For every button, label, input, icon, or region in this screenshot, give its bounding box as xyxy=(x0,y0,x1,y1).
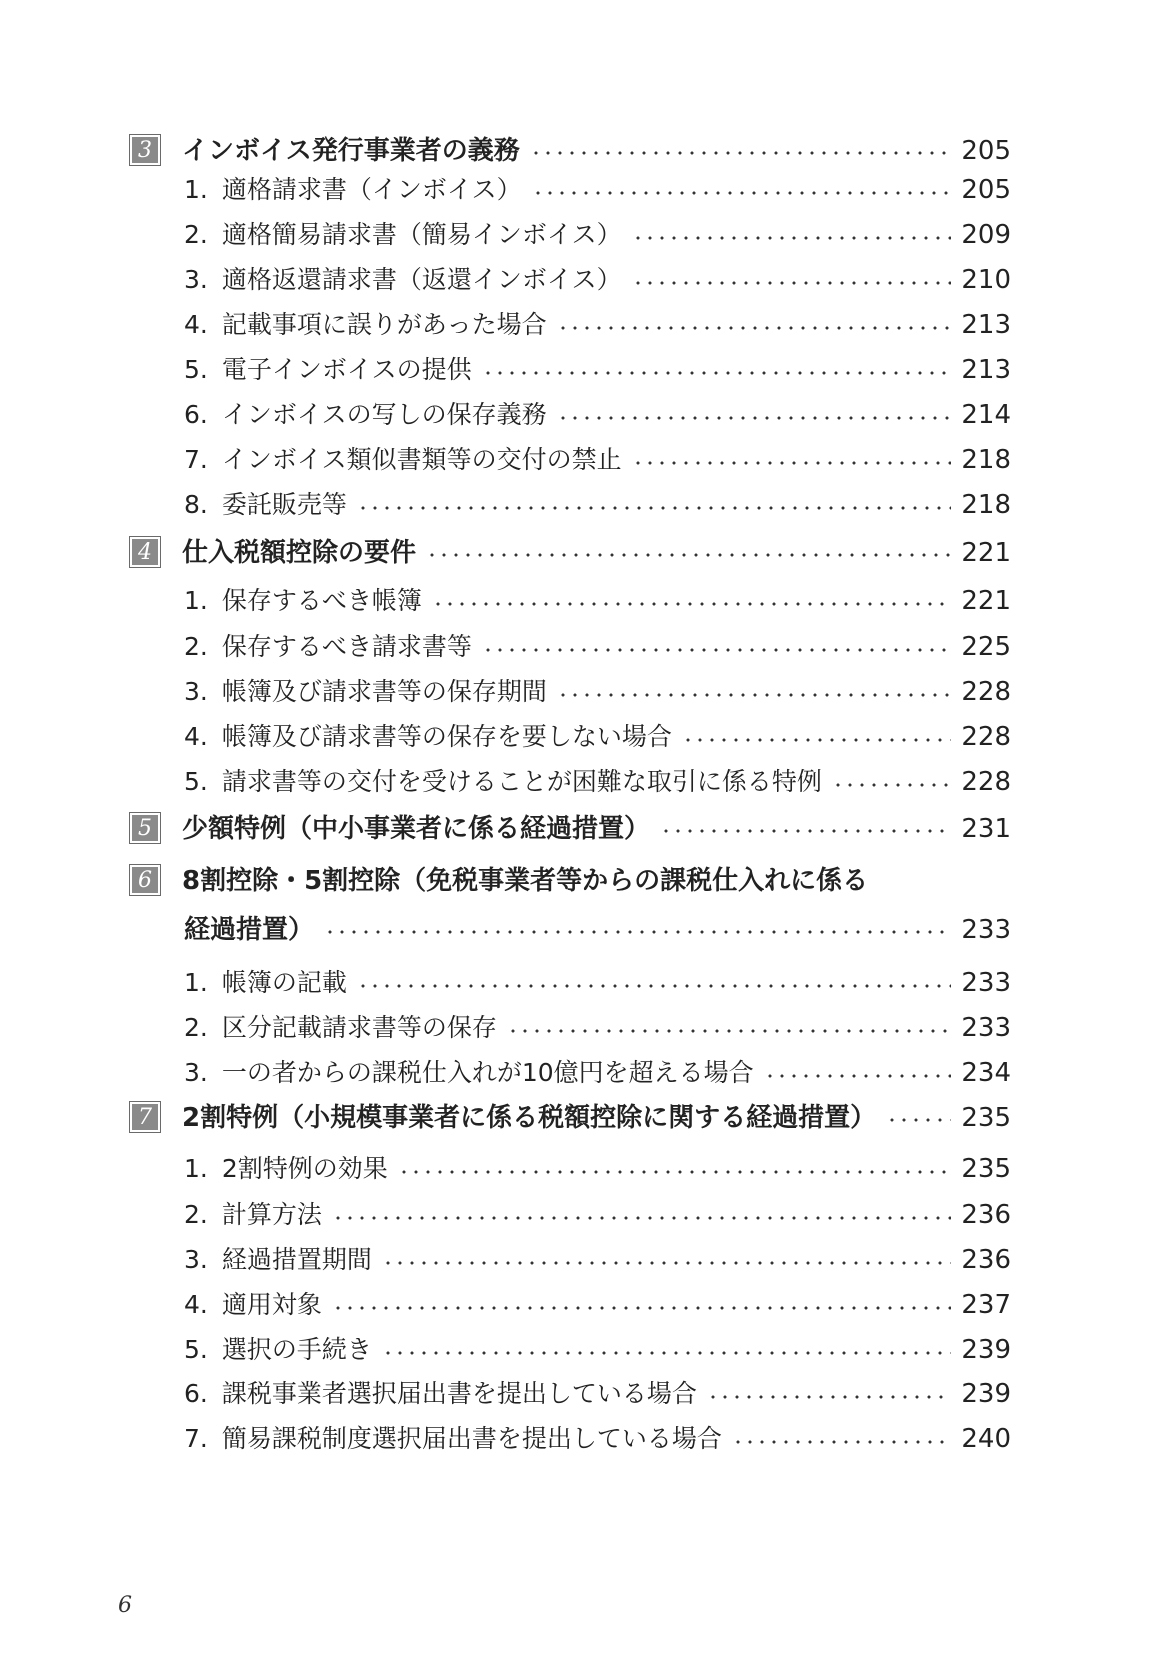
dot-leader xyxy=(324,930,951,934)
dot-leader xyxy=(426,553,951,557)
entry-page-number: 239 xyxy=(961,1379,1011,1409)
section-page-number: 233 xyxy=(961,915,1011,945)
dot-leader xyxy=(382,1261,951,1265)
section-badge: 5 xyxy=(130,813,160,843)
entry-number: 5. xyxy=(184,355,208,384)
dot-leader xyxy=(632,236,952,240)
entry-page-number: 228 xyxy=(961,722,1011,752)
dot-leader xyxy=(732,1440,951,1444)
entry-number: 5. xyxy=(184,1335,208,1364)
toc-section-row[interactable] xyxy=(130,1097,1011,1137)
page-number: 6 xyxy=(118,1593,132,1618)
toc-section-row[interactable] xyxy=(130,130,1011,170)
entry-title: 選択の手続き xyxy=(221,1335,372,1364)
dot-leader xyxy=(507,1029,951,1033)
entry-number: 8. xyxy=(184,490,208,519)
toc-entry-row[interactable] xyxy=(184,1053,1011,1093)
entry-title: 請求書等の交付を受けることが困難な取引に係る特例 xyxy=(221,767,822,796)
entry-page-number: 213 xyxy=(961,310,1011,340)
entry-title: 帳簿の記載 xyxy=(221,968,347,997)
toc-section-row[interactable] xyxy=(130,808,1011,848)
entry-number: 3. xyxy=(184,265,208,294)
entry-title: 一の者からの課税仕入れが10億円を超える場合 xyxy=(221,1058,754,1087)
entry-number: 2. xyxy=(184,632,208,661)
section-title-continued: 経過措置） xyxy=(184,915,315,945)
entry-page-number: 234 xyxy=(961,1058,1011,1088)
entry-title: 適格簡易請求書（簡易インボイス） xyxy=(221,220,622,249)
entry-page-number: 225 xyxy=(961,632,1011,662)
entry-title: 帳簿及び請求書等の保存期間 xyxy=(221,677,547,706)
toc-section-row[interactable] xyxy=(130,860,1011,900)
entry-number: 2. xyxy=(184,220,208,249)
entry-page-number: 228 xyxy=(961,677,1011,707)
toc-section-row-continued[interactable] xyxy=(184,909,1011,949)
entry-page-number: 233 xyxy=(961,968,1011,998)
toc-entry-row[interactable] xyxy=(184,1195,1011,1235)
dot-leader xyxy=(557,416,952,420)
entry-title: 区分記載請求書等の保存 xyxy=(221,1013,497,1042)
dot-leader xyxy=(632,281,952,285)
dot-leader xyxy=(398,1170,952,1174)
entry-page-number: 239 xyxy=(961,1335,1011,1365)
section-page-number: 221 xyxy=(961,538,1011,568)
dot-leader xyxy=(357,984,951,988)
dot-leader xyxy=(332,1306,951,1310)
toc-entry-row[interactable] xyxy=(184,260,1011,300)
toc-entry-row[interactable] xyxy=(184,672,1011,712)
entry-title: 簡易課税制度選択届出書を提出している場合 xyxy=(221,1424,722,1453)
entry-page-number: 235 xyxy=(961,1154,1011,1184)
section-badge: 3 xyxy=(130,135,160,165)
toc-entry-row[interactable] xyxy=(184,1149,1011,1189)
entry-number: 3. xyxy=(184,1245,208,1274)
entry-title: 2割特例の効果 xyxy=(221,1154,388,1183)
section-title: 仕入税額控除の要件 xyxy=(182,538,417,568)
entry-number: 5. xyxy=(184,767,208,796)
entry-page-number: 236 xyxy=(961,1245,1011,1275)
entry-page-number: 209 xyxy=(961,220,1011,250)
section-page-number: 205 xyxy=(961,136,1011,166)
dot-leader xyxy=(482,371,952,375)
dot-leader xyxy=(557,326,952,330)
section-page-number: 231 xyxy=(961,814,1011,844)
toc-entry-row[interactable] xyxy=(184,305,1011,345)
entry-title: 課税事業者選択届出書を提出している場合 xyxy=(221,1379,697,1408)
dot-leader xyxy=(382,1351,951,1355)
entry-number: 4. xyxy=(184,310,208,339)
entry-number: 3. xyxy=(184,677,208,706)
entry-title: 記載事項に誤りがあった場合 xyxy=(221,310,547,339)
entry-title: 計算方法 xyxy=(221,1200,322,1229)
entry-number: 4. xyxy=(184,722,208,751)
toc-entry-row[interactable] xyxy=(184,1374,1011,1414)
toc-entry-row[interactable] xyxy=(184,963,1011,1003)
entry-page-number: 218 xyxy=(961,490,1011,520)
toc-entry-row[interactable] xyxy=(184,485,1011,525)
toc-entry-row[interactable] xyxy=(184,1330,1011,1370)
entry-title: 帳簿及び請求書等の保存を要しない場合 xyxy=(221,722,672,751)
entry-page-number: 221 xyxy=(961,586,1011,616)
entry-number: 1. xyxy=(184,175,208,204)
dot-leader xyxy=(357,506,951,510)
entry-number: 1. xyxy=(184,586,208,615)
entry-page-number: 237 xyxy=(961,1290,1011,1320)
dot-leader xyxy=(530,151,952,155)
entry-page-number: 210 xyxy=(961,265,1011,295)
toc-entry-row[interactable] xyxy=(184,1285,1011,1325)
entry-number: 6. xyxy=(184,400,208,429)
toc-entry-row[interactable] xyxy=(184,1240,1011,1280)
entry-title: 電子インボイスの提供 xyxy=(221,355,472,384)
dot-leader xyxy=(660,829,951,833)
entry-title: 適格返還請求書（返還インボイス） xyxy=(221,265,622,294)
entry-page-number: 213 xyxy=(961,355,1011,385)
dot-leader xyxy=(432,602,951,606)
toc-entry-row[interactable] xyxy=(184,762,1011,802)
section-title: インボイス発行事業者の義務 xyxy=(182,136,520,166)
entry-number: 7. xyxy=(184,1424,208,1453)
entry-number: 3. xyxy=(184,1058,208,1087)
dot-leader xyxy=(707,1395,951,1399)
entry-page-number: 205 xyxy=(961,175,1011,205)
entry-number: 1. xyxy=(184,1154,208,1183)
section-title: 2割特例（小規模事業者に係る税額控除に関する経過措置） xyxy=(182,1103,877,1133)
entry-title: 保存するべき帳簿 xyxy=(221,586,422,615)
entry-number: 4. xyxy=(184,1290,208,1319)
entry-number: 7. xyxy=(184,445,208,474)
entry-title: 適用対象 xyxy=(221,1290,322,1319)
entry-title: インボイス類似書類等の交付の禁止 xyxy=(221,445,622,474)
toc-entry-row[interactable] xyxy=(184,350,1011,390)
toc-entry-row[interactable] xyxy=(184,215,1011,255)
entry-page-number: 240 xyxy=(961,1424,1011,1454)
toc-entry-row[interactable] xyxy=(184,170,1011,210)
entry-page-number: 214 xyxy=(961,400,1011,430)
dot-leader xyxy=(632,461,952,465)
section-badge: 4 xyxy=(130,537,160,567)
toc-entry-row[interactable] xyxy=(184,440,1011,480)
entry-number: 2. xyxy=(184,1013,208,1042)
entry-page-number: 233 xyxy=(961,1013,1011,1043)
entry-title: 適格請求書（インボイス） xyxy=(221,175,522,204)
entry-page-number: 236 xyxy=(961,1200,1011,1230)
dot-leader xyxy=(764,1074,952,1078)
toc-section-row[interactable] xyxy=(130,532,1011,572)
dot-leader xyxy=(682,738,951,742)
toc-entry-row[interactable] xyxy=(184,1008,1011,1048)
dot-leader xyxy=(482,648,951,652)
entry-title: 委託販売等 xyxy=(221,490,347,519)
dot-leader xyxy=(532,191,952,195)
dot-leader xyxy=(332,1216,951,1220)
entry-page-number: 228 xyxy=(961,767,1011,797)
section-badge: 7 xyxy=(130,1102,160,1132)
dot-leader xyxy=(886,1118,951,1122)
dot-leader xyxy=(832,783,951,787)
entry-title: インボイスの写しの保存義務 xyxy=(221,400,547,429)
toc-entry-row[interactable] xyxy=(184,717,1011,757)
section-badge: 6 xyxy=(130,865,160,895)
toc-entry-row[interactable] xyxy=(184,1419,1011,1459)
toc-entry-row[interactable] xyxy=(184,627,1011,667)
toc-entry-row[interactable] xyxy=(184,581,1011,621)
dot-leader xyxy=(557,693,951,697)
entry-number: 6. xyxy=(184,1379,208,1408)
entry-page-number: 218 xyxy=(961,445,1011,475)
entry-number: 1. xyxy=(184,968,208,997)
entry-number: 2. xyxy=(184,1200,208,1229)
entry-title: 経過措置期間 xyxy=(221,1245,372,1274)
toc-entry-row[interactable] xyxy=(184,395,1011,435)
section-title: 8割控除・5割控除（免税事業者等からの課税仕入れに係る xyxy=(182,866,869,896)
section-title: 少額特例（中小事業者に係る経過措置） xyxy=(182,814,651,844)
entry-title: 保存するべき請求書等 xyxy=(221,632,472,661)
section-page-number: 235 xyxy=(961,1103,1011,1133)
